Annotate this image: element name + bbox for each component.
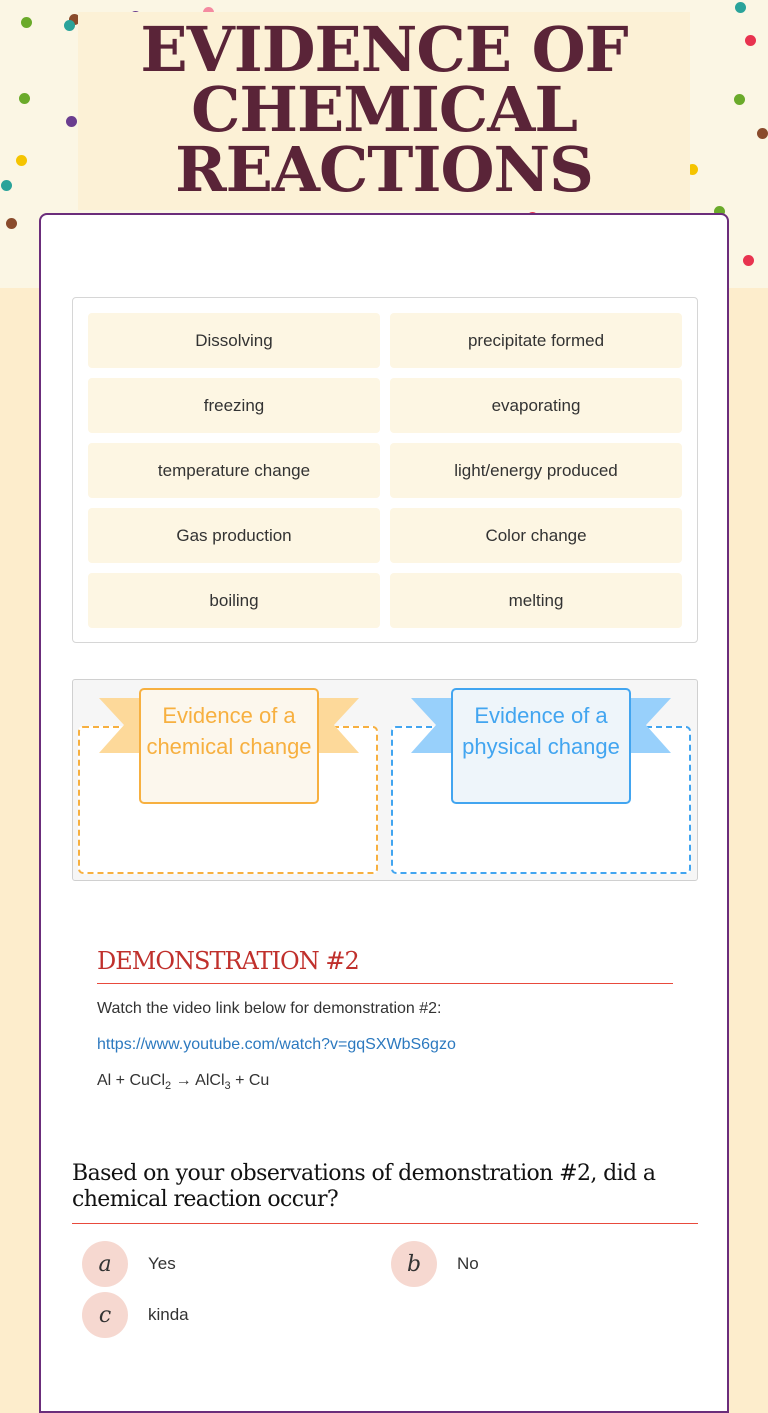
worksheet-card bbox=[39, 213, 729, 1413]
word-bank bbox=[72, 297, 698, 643]
word-tile[interactable]: Color change bbox=[390, 508, 682, 563]
chemical-equation bbox=[97, 1070, 673, 1097]
question-section bbox=[72, 1161, 698, 1328]
demonstration-title: DEMONSTRATION #2 bbox=[97, 947, 673, 984]
confetti-dot bbox=[1, 180, 12, 191]
option-b[interactable] bbox=[391, 1241, 479, 1287]
confetti-dot bbox=[743, 255, 754, 266]
word-tile[interactable]: melting bbox=[390, 573, 682, 628]
instruction-text: Watch the video link below for demonstration #2: bbox=[97, 1000, 442, 1017]
word-tile[interactable]: freezing bbox=[88, 378, 380, 433]
option-text: No bbox=[457, 1254, 479, 1273]
option-letter: a bbox=[82, 1241, 128, 1287]
eq-part: Al + CuCl bbox=[97, 1072, 166, 1089]
confetti-dot bbox=[66, 116, 77, 127]
word-tile[interactable]: precipitate formed bbox=[390, 313, 682, 368]
demonstration-section bbox=[97, 947, 673, 1097]
option-letter: b bbox=[391, 1241, 437, 1287]
eq-part: → AlCl bbox=[171, 1072, 225, 1089]
confetti-dot bbox=[21, 17, 32, 28]
physical-change-label: Evidence of a physical change bbox=[451, 688, 631, 804]
confetti-dot bbox=[16, 155, 27, 166]
word-tile[interactable]: boiling bbox=[88, 573, 380, 628]
word-tile[interactable]: Gas production bbox=[88, 508, 380, 563]
confetti-dot bbox=[735, 2, 746, 13]
eq-part: + Cu bbox=[230, 1072, 270, 1089]
option-text: Yes bbox=[148, 1254, 176, 1273]
title-box bbox=[78, 12, 690, 210]
confetti-dot bbox=[64, 20, 75, 31]
question-text: Based on your observations of demonstration #2, did a chemical reaction occur? bbox=[72, 1161, 698, 1224]
confetti-dot bbox=[6, 218, 17, 229]
eq-subscript: 3 bbox=[224, 1080, 231, 1093]
chemical-change-label: Evidence of a chemical change bbox=[139, 688, 319, 804]
option-text: kinda bbox=[148, 1305, 189, 1324]
confetti-dot bbox=[734, 94, 745, 105]
eq-subscript: 2 bbox=[165, 1080, 172, 1093]
option-letter: c bbox=[82, 1292, 128, 1338]
video-link[interactable]: https://www.youtube.com/watch?v=gqSXWbS6gzo bbox=[97, 1036, 456, 1053]
sorting-area bbox=[72, 679, 698, 881]
word-tile[interactable]: light/energy produced bbox=[390, 443, 682, 498]
confetti-dot bbox=[745, 35, 756, 46]
confetti-dot bbox=[19, 93, 30, 104]
option-a[interactable] bbox=[82, 1241, 176, 1287]
word-tile[interactable]: temperature change bbox=[88, 443, 380, 498]
word-tile[interactable]: evaporating bbox=[390, 378, 682, 433]
confetti-dot bbox=[757, 128, 768, 139]
option-c[interactable] bbox=[82, 1292, 189, 1338]
word-tile[interactable]: Dissolving bbox=[88, 313, 380, 368]
page-title: EVIDENCE OF CHEMICAL REACTIONS bbox=[140, 13, 628, 206]
